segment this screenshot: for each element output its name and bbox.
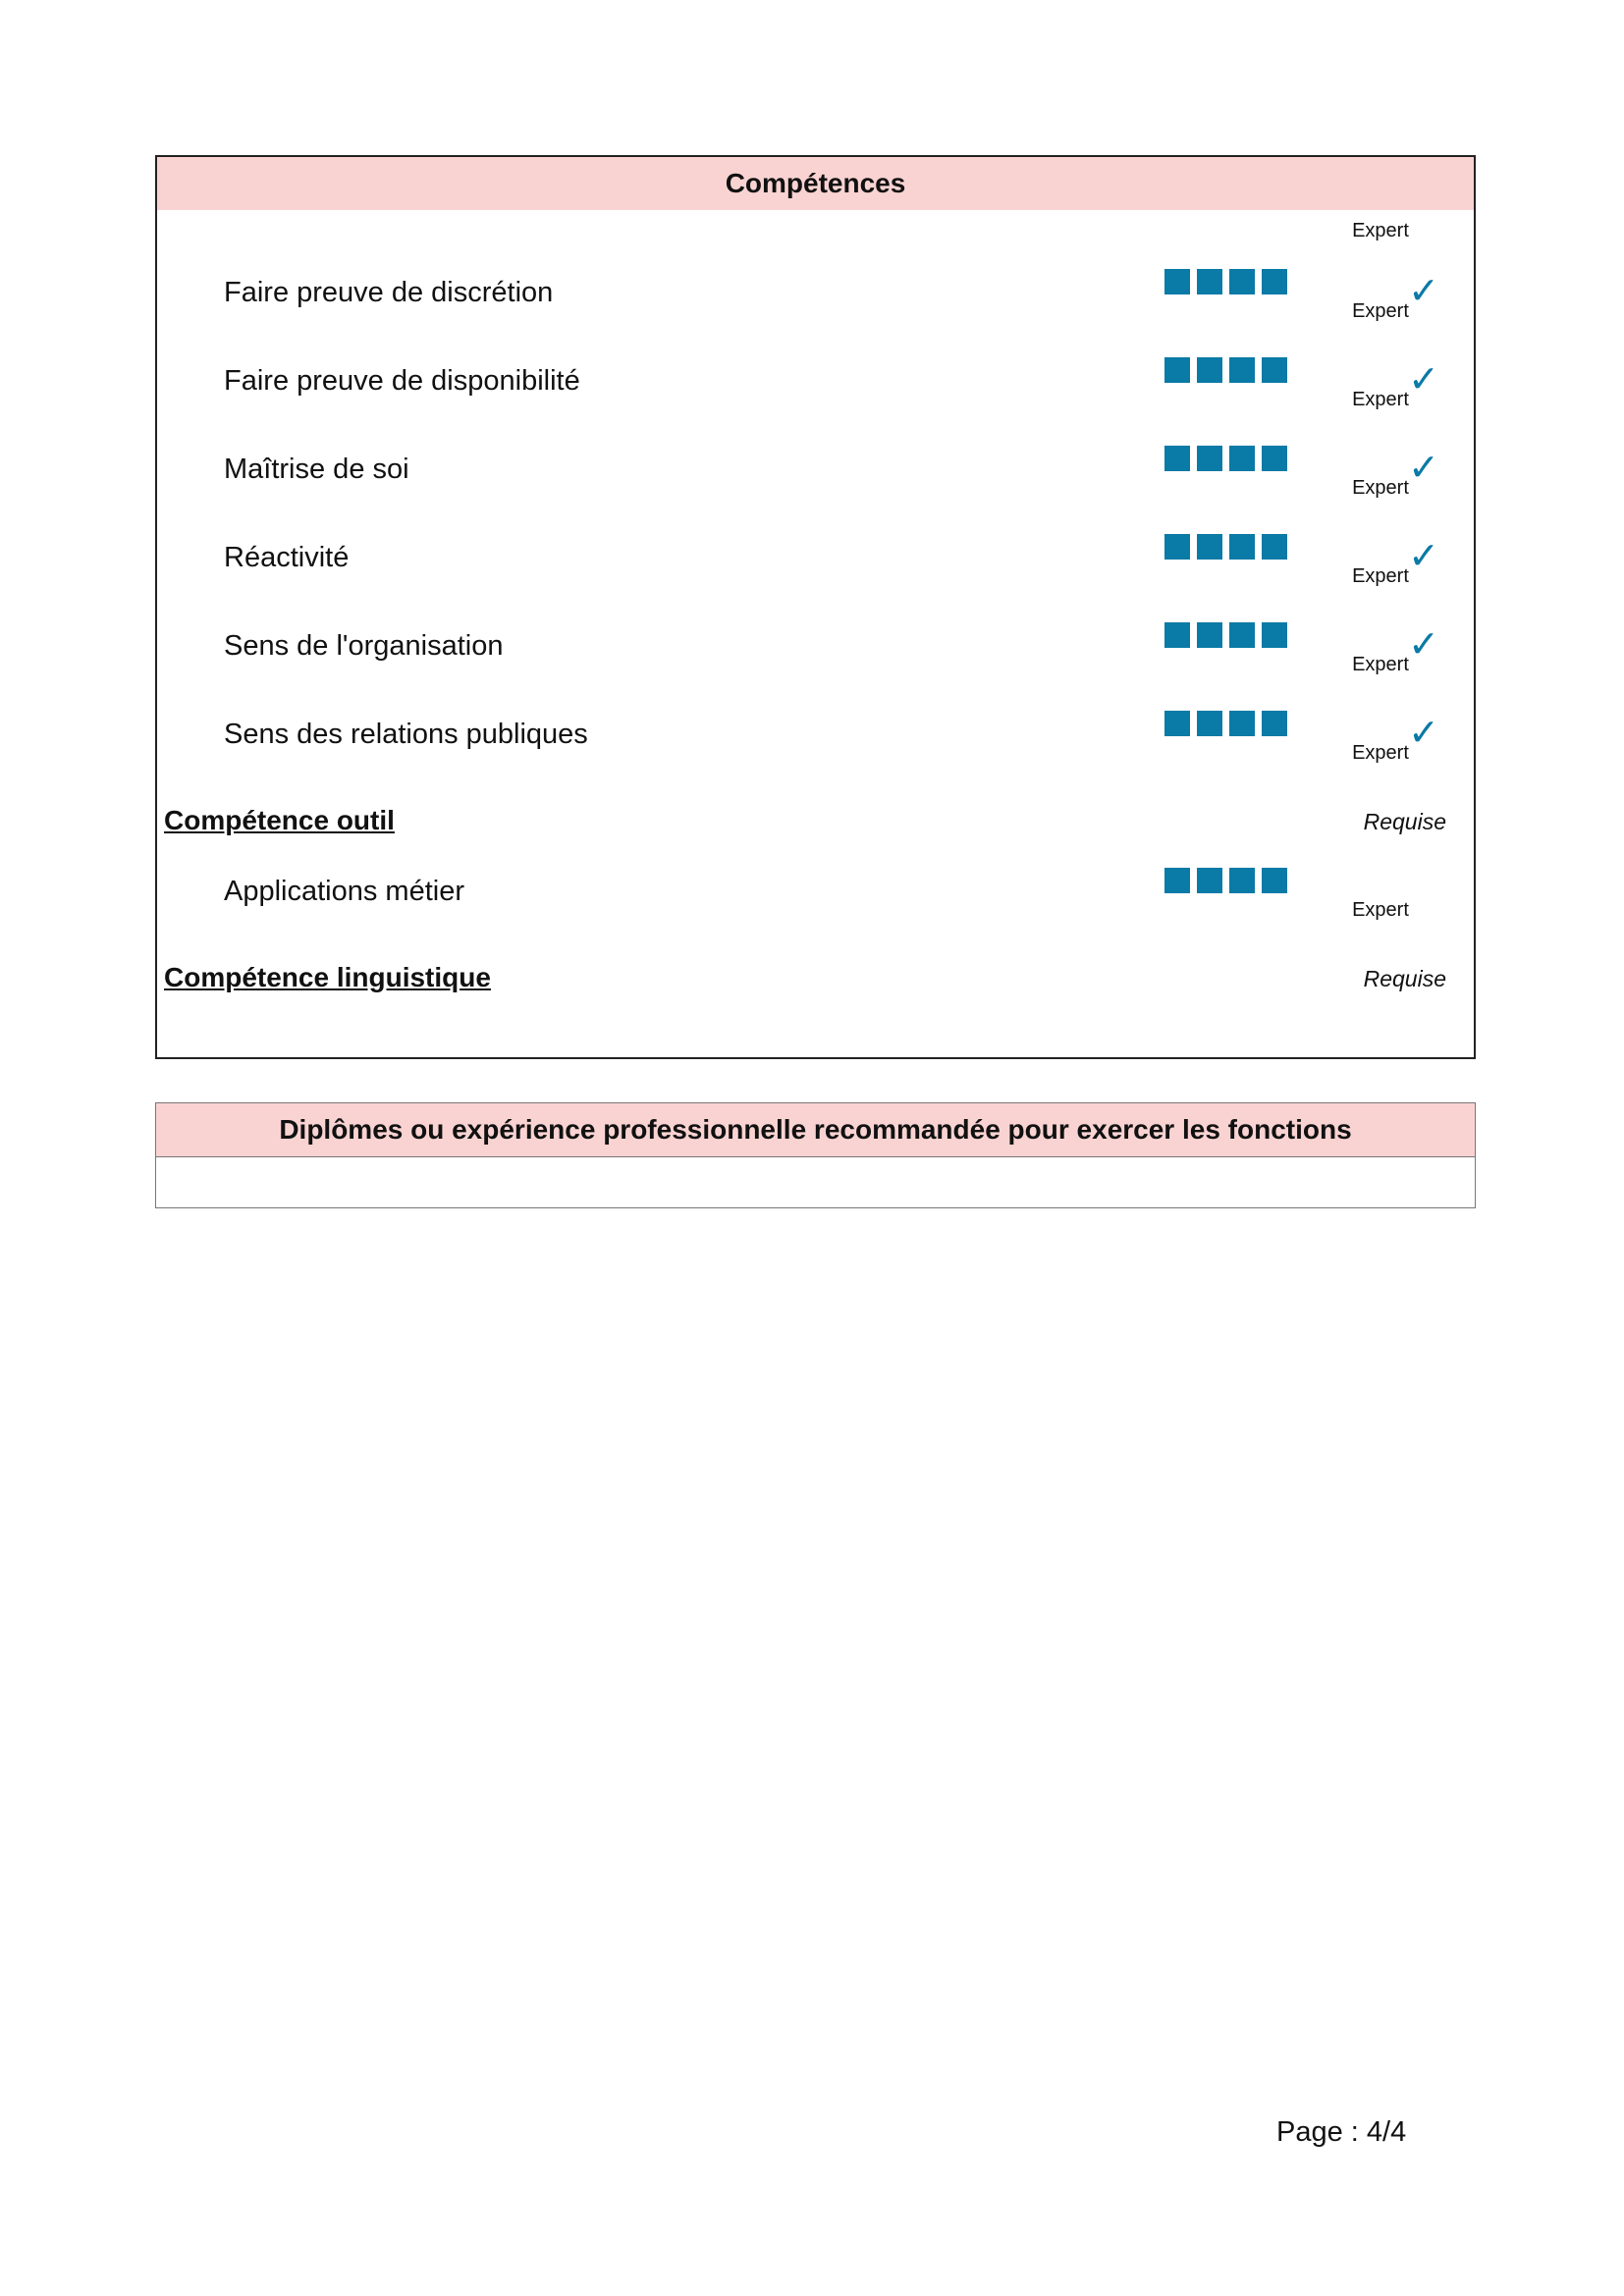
level-label: Expert [1352,389,1409,410]
skill-label: Faire preuve de disponibilité [224,365,580,397]
level-label: Expert [1352,742,1409,764]
required-label: Requise [1363,966,1446,991]
level-square [1229,534,1255,560]
level-square [1262,622,1287,648]
diplomes-content [156,1157,1475,1222]
level-square [1262,357,1287,383]
skill-label: Sens de l'organisation [224,630,504,662]
level-label: Expert [1352,220,1409,241]
check-icon: ✓ [1408,271,1439,312]
section-heading-outil: Compétence outil [164,805,395,835]
level-label: Expert [1352,477,1409,499]
check-icon: ✓ [1408,624,1439,666]
skill-level-squares [1164,446,1287,471]
skill-level-squares [1164,868,1287,893]
level-square [1197,534,1222,560]
level-label: Expert [1352,300,1409,322]
skill-label: Réactivité [224,542,350,573]
check-icon: ✓ [1408,359,1439,400]
level-square [1164,446,1190,471]
diplomes-header [156,1103,1475,1157]
level-square [1164,534,1190,560]
level-square [1164,269,1190,294]
level-square [1262,269,1287,294]
level-square [1197,622,1222,648]
check-icon: ✓ [1408,448,1439,489]
competences-section [155,155,1476,1059]
level-label: Expert [1352,565,1409,587]
level-square [1262,446,1287,471]
level-square [1197,269,1222,294]
page-number: Page : 4/4 [1276,2116,1407,2148]
level-square [1229,446,1255,471]
level-square [1197,868,1222,893]
level-square [1229,269,1255,294]
level-square [1262,534,1287,560]
skill-level-squares [1164,534,1287,560]
skill-label: Faire preuve de discrétion [224,277,554,308]
check-icon: ✓ [1408,713,1439,754]
level-label: Expert [1352,654,1409,675]
competences-title: Compétences [725,168,906,198]
level-square [1262,711,1287,736]
level-square [1164,357,1190,383]
level-square [1197,446,1222,471]
level-square [1164,622,1190,648]
skill-level-squares [1164,357,1287,383]
level-square [1229,622,1255,648]
level-square [1164,868,1190,893]
skill-label: Sens des relations publiques [224,719,588,750]
level-square [1229,357,1255,383]
skill-level-squares [1164,269,1287,294]
skill-level-squares [1164,622,1287,648]
diplomes-title: Diplômes ou expérience professionnelle recommandée pour exercer les fonctions [279,1114,1352,1145]
check-icon: ✓ [1408,536,1439,577]
level-square [1262,868,1287,893]
level-square [1229,868,1255,893]
diplomes-section [155,1102,1476,1208]
required-label: Requise [1363,809,1446,834]
section-heading-linguistique: Compétence linguistique [164,962,491,992]
skill-label: Applications métier [224,876,464,907]
level-square [1229,711,1255,736]
skill-level-squares [1164,711,1287,736]
level-square [1197,357,1222,383]
skill-label: Maîtrise de soi [224,454,409,485]
level-square [1197,711,1222,736]
competences-header [157,157,1474,210]
level-label: Expert [1352,899,1409,921]
level-square [1164,711,1190,736]
